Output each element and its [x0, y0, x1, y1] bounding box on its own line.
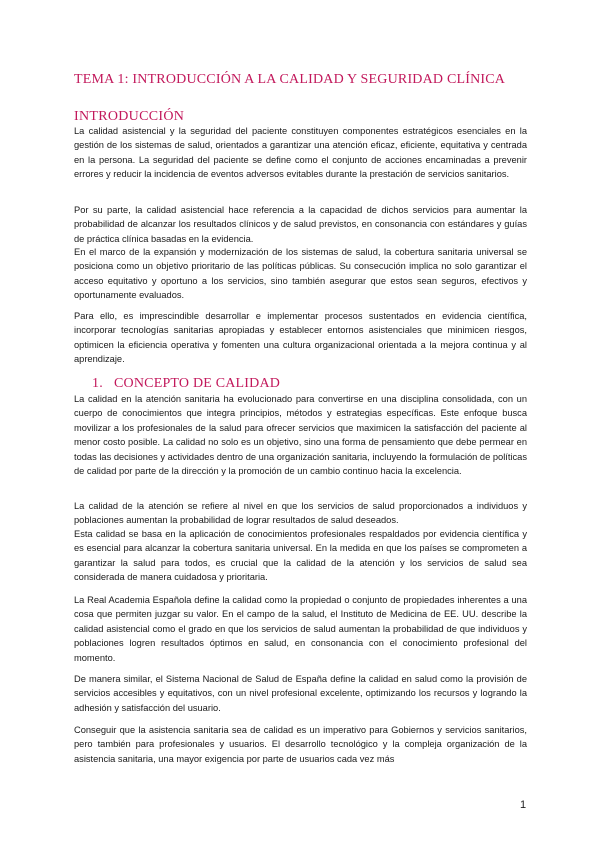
- section1-paragraph-1: [74, 392, 527, 478]
- intro-paragraph-1: [74, 124, 527, 182]
- section1-paragraph-2: [74, 499, 527, 528]
- paragraph-text: Para ello, es imprescindible desarrollar e implementar procesos sustentados en evidencia científica, incorporar tecnologías sanitarias apropiadas y establecer entornos asistenciales que minimicen riesgos, optimicen la eficiencia operativa y fomenten una cultura organizacional orientada a la mejora continua y al aprendizaje.: [74, 311, 527, 365]
- paragraph-text: Conseguir que la asistencia sanitaria sea de calidad es un imperativo para Gobiernos y servicios sanitarios, pero también para profesionales y usuarios. El desarrollo tecnológico y la compleja organización de la asistencia sanitaria, una mayor exigencia por parte de usuarios cada vez más: [74, 725, 527, 764]
- section-1-heading: [92, 376, 280, 392]
- section1-paragraph-5: [74, 672, 527, 715]
- intro-paragraph-3: [74, 245, 527, 303]
- section1-paragraph-4: [74, 593, 527, 665]
- page-number: 1: [520, 799, 527, 811]
- section-number: 1.: [92, 376, 103, 391]
- intro-paragraph-2: [74, 203, 527, 246]
- section1-paragraph-6: [74, 723, 527, 766]
- paragraph-text: La calidad en la atención sanitaria ha evolucionado para convertirse en una disciplina consolidada, con un cuerpo de conocimientos que integra principios, métodos y estrategias específicas. Este enfoque busca movilizar a los profesionales de la salud para ofrecer servicios que maximicen la satisfacción del paciente al menor costo posible. La calidad no solo es un objetivo, sino una forma de pensamiento que debe permear en todas las decisiones y actividades dentro de una organización sanitaria, incluyendo la formulación de políticas de calidad por parte de la dirección y la promoción de un cambio continuo hacia la excelencia.: [74, 394, 527, 477]
- paragraph-text: En el marco de la expansión y modernización de los sistemas de salud, la cobertura sanitaria universal se posiciona como un objetivo prioritario de las políticas públicas. Su consecución implica no solo garantizar el acceso equitativo y oportuno a los servicios, sino también asegurar que estos sean seguros, efectivos y oportunamente evaluados.: [74, 247, 527, 301]
- paragraph-text: La Real Academia Española define la calidad como la propiedad o conjunto de propiedades inherentes a una cosa que permiten juzgar su valor. En el campo de la salud, el Instituto de Medicina de EE. UU. describe la calidad asistencial como el grado en que los servicios de salud aumentan la probabilidad de que individuos y poblaciones logren resultados óptimos en salud, en consonancia con el conocimiento profesional del momento.: [74, 595, 527, 663]
- document-title: TEMA 1: INTRODUCCIÓN A LA CALIDAD Y SEGURIDAD CLÍNICA: [74, 72, 506, 87]
- paragraph-text: La calidad de la atención se refiere al nivel en que los servicios de salud proporcionados a individuos y poblaciones aumentan la probabilidad de lograr resultados de salud deseados.: [74, 501, 527, 526]
- intro-heading: INTRODUCCIÓN: [74, 109, 185, 124]
- paragraph-text: La calidad asistencial y la seguridad del paciente constituyen componentes estratégicos esenciales en la gestión de los sistemas de salud, orientados a garantizar una atención eficaz, eficiente, equitativa y centrada en la persona. La seguridad del paciente se define como el conjunto de acciones encaminadas a prevenir errores y reducir la incidencia de eventos adversos evitables durante la prestación de servicios sanitarios.: [74, 126, 527, 180]
- section1-paragraph-3: [74, 527, 527, 585]
- section-title: CONCEPTO DE CALIDAD: [114, 376, 281, 391]
- paragraph-text: De manera similar, el Sistema Nacional de Salud de España define la calidad en salud como la provisión de servicios accesibles y equitativos, con un nivel profesional excelente, optimizando los recursos y logrando la adhesión y satisfacción del usuario.: [74, 674, 527, 713]
- intro-paragraph-4: [74, 309, 527, 367]
- paragraph-text: Por su parte, la calidad asistencial hace referencia a la capacidad de dichos servicios para aumentar la probabilidad de alcanzar los resultados clínicos y de salud previstos, en consonancia con estándares y guías de práctica clínica basadas en la evidencia.: [74, 205, 527, 244]
- paragraph-text: Esta calidad se basa en la aplicación de conocimientos profesionales respaldados por evidencia científica y es esencial para alcanzar la cobertura sanitaria universal. En la medida en que los países se comprometen a garantizar la salud para todos, es crucial que la calidad de la atención y los servicios de salud sea considerada de manera cuidadosa y prioritaria.: [74, 529, 527, 583]
